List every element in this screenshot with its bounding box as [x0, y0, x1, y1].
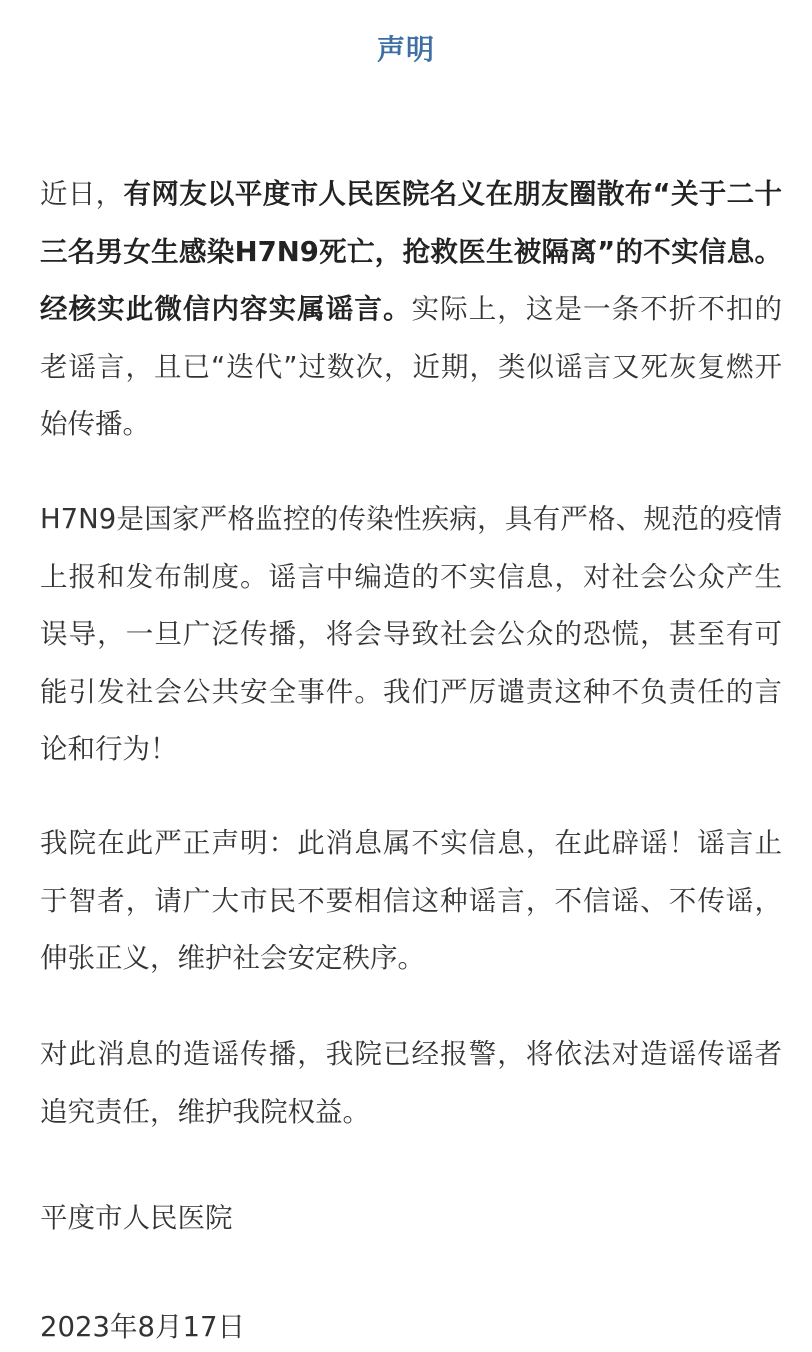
paragraph-h7n9-policy: H7N9是国家严格监控的传染性疾病，具有严格、规范的疫情上报和发布制度。谣言中编造的不实信息，对社会公众产生误导，一旦广泛传播，将会导致社会公众的恐慌，甚至有可能引发社会公共安全事件。我们严厉谴责这种不负责任的言论和行为！	[40, 503, 782, 765]
paragraph-solemn-declaration: 我院在此严正声明：此消息属不实信息，在此辟谣！谣言止于智者，请广大市民不要相信这种谣言，不信谣、不传谣，伸张正义，维护社会安定秩序。	[40, 827, 782, 974]
paragraph-rumor-description	[40, 166, 782, 454]
paragraph-1-lead: 近日，	[40, 178, 124, 210]
paragraph-1-bold-statement: 有网友以平度市人民医院名义在朋友圈散布“关于二十三名男女生感染H7N9死亡，抢救医生被隔离”的不实信息。经核实此微信内容实属谣言。	[40, 178, 782, 325]
paragraph-police-report: 对此消息的造谣传播，我院已经报警，将依法对造谣传谣者追究责任，维护我院权益。	[40, 1038, 782, 1128]
signature-hospital-name: 平度市人民医院	[40, 1202, 233, 1234]
statement-date: 2023年8月17日	[40, 1311, 245, 1343]
document-title: 声明	[376, 33, 435, 66]
paragraph-1-rest: 实际上，这是一条不折不扣的老谣言，且已“迭代”过数次，近期，类似谣言又死灰复燃开始传播。	[40, 293, 783, 440]
